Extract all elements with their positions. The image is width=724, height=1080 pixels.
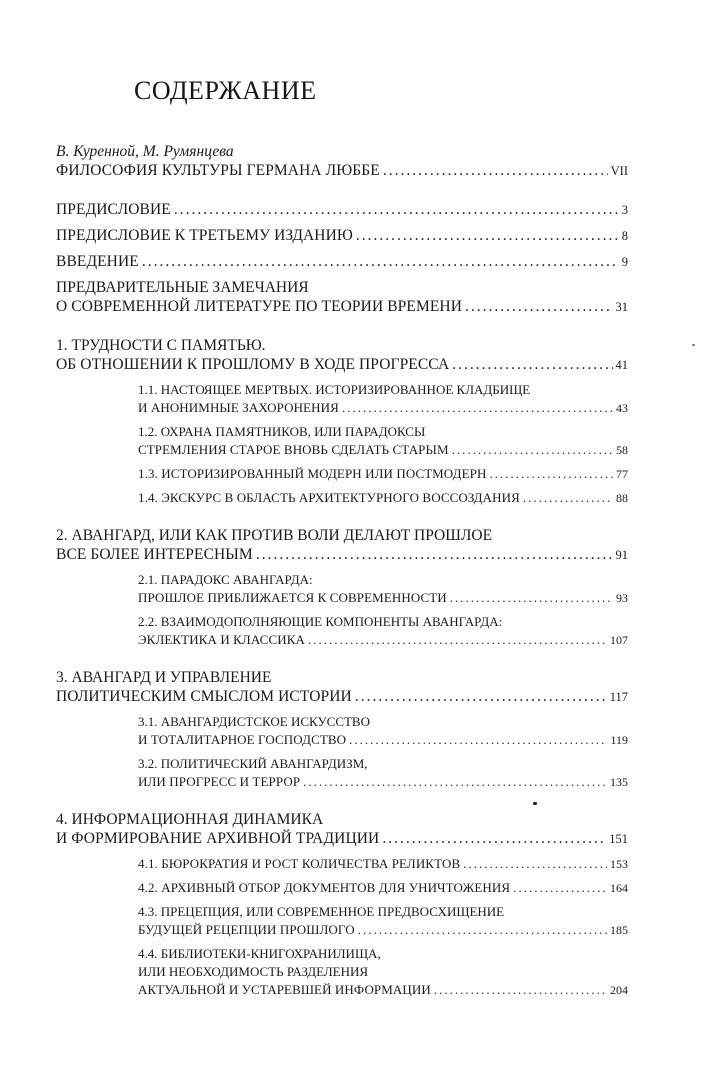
subsection-page: 135 — [610, 775, 628, 789]
chapter-page: 117 — [609, 690, 628, 704]
subsection-page: 77 — [616, 467, 628, 481]
toc-entry-page: 8 — [621, 229, 628, 243]
toc-entry-page: 31 — [615, 300, 628, 314]
subsection-page: 185 — [610, 923, 628, 937]
chapter-title-line2: И ФОРМИРОВАНИЕ АРХИВНОЙ ТРАДИЦИИ — [56, 830, 380, 847]
subsection-page: 43 — [616, 401, 628, 415]
dot-leader — [434, 981, 607, 999]
dot-leader — [383, 161, 608, 180]
toc-entry-title: ВВЕДЕНИЕ — [56, 253, 139, 270]
toc-subsection-1-1[interactable] — [138, 381, 628, 417]
ink-speck — [533, 802, 537, 805]
subsection-page: 58 — [616, 443, 628, 457]
chapter-4-subsections — [138, 849, 628, 999]
chapter-title-line1: 3. АВАНГАРД И УПРАВЛЕНИЕ — [56, 669, 272, 686]
subsection-title-line1: 2.2. ВЗАИМОДОПОЛНЯЮЩИЕ КОМПОНЕНТЫ АВАНГАРДА: — [138, 614, 503, 629]
subsection-title-line2: БУДУЩЕЙ РЕЦЕПЦИИ ПРОШЛОГО — [138, 922, 355, 937]
dot-leader — [489, 465, 613, 483]
subsection-title-line2: И ТОТАЛИТАРНОЕ ГОСПОДСТВО — [138, 732, 347, 747]
toc-entry-introduction[interactable] — [56, 252, 628, 272]
chapter-3-subsections — [138, 707, 628, 791]
dot-leader — [452, 355, 612, 374]
table-of-contents — [56, 142, 628, 999]
subsection-title-line2: ЭКЛЕКТИКА И КЛАССИКА — [138, 632, 305, 647]
intro-authors: В. Куренной, М. Румянцева — [56, 143, 234, 160]
dot-leader — [523, 489, 613, 507]
toc-chapter-2[interactable] — [56, 526, 628, 565]
subsection-page: 164 — [610, 881, 628, 895]
chapter-2-subsections — [138, 565, 628, 649]
chapter-title-line1: 2. АВАНГАРД, ИЛИ КАК ПРОТИВ ВОЛИ ДЕЛАЮТ ПРОШЛОЕ — [56, 527, 493, 544]
toc-subsection-4-4[interactable] — [138, 945, 628, 999]
toc-chapter-3[interactable] — [56, 668, 628, 707]
subsection-title: 4.1. БЮРОКРАТИЯ И РОСТ КОЛИЧЕСТВА РЕЛИКТОВ — [138, 856, 461, 871]
subsection-title-line2: ИЛИ НЕОБХОДИМОСТЬ РАЗДЕЛЕНИЯ — [138, 964, 369, 979]
dot-leader — [450, 589, 613, 607]
toc-subsection-3-2[interactable] — [138, 755, 628, 791]
subsection-title-line1: 4.3. ПРЕЦЕПЦИЯ, ИЛИ СОВРЕМЕННОЕ ПРЕДВОСХИЩЕНИЕ — [138, 904, 505, 919]
dot-leader — [342, 399, 613, 417]
chapter-title-line2: ВСЕ БОЛЕЕ ИНТЕРЕСНЫМ — [56, 546, 253, 563]
subsection-title: 1.3. ИСТОРИЗИРОВАННЫЙ МОДЕРН ИЛИ ПОСТМОДЕРН — [138, 466, 487, 481]
toc-entry-page: 9 — [621, 255, 628, 269]
page-title: СОДЕРЖАНИЕ — [134, 76, 317, 105]
toc-subsection-2-1[interactable] — [138, 571, 628, 607]
subsection-title-line1: 1.2. ОХРАНА ПАМЯТНИКОВ, ИЛИ ПАРАДОКСЫ — [138, 424, 426, 439]
subsection-title-line1: 3.2. ПОЛИТИЧЕСКИЙ АВАНГАРДИЗМ, — [138, 756, 368, 771]
toc-subsection-3-1[interactable] — [138, 713, 628, 749]
chapter-1-subsections — [138, 375, 628, 507]
dot-leader — [358, 921, 607, 939]
toc-subsection-4-1[interactable] — [138, 855, 628, 873]
toc-entry-preface[interactable] — [56, 200, 628, 220]
chapter-title-line2: ОБ ОТНОШЕНИИ К ПРОШЛОМУ В ХОДЕ ПРОГРЕССА — [56, 356, 450, 373]
chapter-title-line1: 1. ТРУДНОСТИ С ПАМЯТЬЮ. — [56, 337, 266, 354]
subsection-page: 119 — [610, 733, 628, 747]
toc-entry-title: ПРЕДИСЛОВИЕ К ТРЕТЬЕМУ ИЗДАНИЮ — [56, 227, 353, 244]
toc-entry-title-line2: О СОВРЕМЕННОЙ ЛИТЕРАТУРЕ ПО ТЕОРИИ ВРЕМЕНИ — [56, 298, 462, 315]
subsection-page: 107 — [610, 633, 628, 647]
ink-speck — [692, 344, 695, 346]
subsection-title-line1: 4.4. БИБЛИОТЕКИ-КНИГОХРАНИЛИЩА, — [138, 946, 381, 961]
dot-leader — [256, 545, 613, 564]
toc-entry-third-edition-preface[interactable] — [56, 226, 628, 246]
toc-subsection-4-2[interactable] — [138, 879, 628, 897]
toc-entry-title: ПРЕДИСЛОВИЕ — [56, 201, 171, 218]
chapter-title-line1: 4. ИНФОРМАЦИОННАЯ ДИНАМИКА — [56, 811, 324, 828]
dot-leader — [303, 773, 607, 791]
dot-leader — [349, 731, 607, 749]
subsection-title-line2: ПРОШЛОЕ ПРИБЛИЖАЕТСЯ К СОВРЕМЕННОСТИ — [138, 590, 447, 605]
subsection-page: 88 — [616, 491, 628, 505]
toc-entry-title: ФИЛОСОФИЯ КУЛЬТУРЫ ГЕРМАНА ЛЮББЕ — [56, 162, 380, 179]
dot-leader — [356, 226, 619, 245]
subsection-title-line1: 3.1. АВАНГАРДИСТСКОЕ ИСКУССТВО — [138, 714, 370, 729]
subsection-title-line2: СТРЕМЛЕНИЯ СТАРОЕ ВНОВЬ СДЕЛАТЬ СТАРЫМ — [138, 442, 449, 457]
toc-entry-page: 3 — [621, 203, 628, 217]
subsection-page: 153 — [610, 857, 628, 871]
dot-leader — [465, 297, 613, 316]
toc-subsection-1-3[interactable] — [138, 465, 628, 483]
toc-subsection-4-3[interactable] — [138, 903, 628, 939]
toc-chapter-4[interactable] — [56, 810, 628, 849]
subsection-title-line3: АКТУАЛЬНОЙ И УСТАРЕВШЕЙ ИНФОРМАЦИИ — [138, 982, 431, 997]
chapter-page: 91 — [615, 548, 628, 562]
chapter-title-line2: ПОЛИТИЧЕСКИМ СМЫСЛОМ ИСТОРИИ — [56, 688, 352, 705]
dot-leader — [142, 252, 619, 271]
toc-entry-title-line1: ПРЕДВАРИТЕЛЬНЫЕ ЗАМЕЧАНИЯ — [56, 279, 309, 296]
subsection-title: 1.4. ЭКСКУРС В ОБЛАСТЬ АРХИТЕКТУРНОГО ВОССОЗДАНИЯ — [138, 490, 520, 505]
subsection-title: 4.2. АРХИВНЫЙ ОТБОР ДОКУМЕНТОВ ДЛЯ УНИЧТОЖЕНИЯ — [138, 880, 511, 895]
toc-subsection-1-2[interactable] — [138, 423, 628, 459]
toc-entry-preliminary-remarks[interactable] — [56, 278, 628, 317]
subsection-page: 204 — [610, 983, 628, 997]
toc-entry-page: VII — [610, 164, 628, 178]
subsection-title-line2: И АНОНИМНЫЕ ЗАХОРОНЕНИЯ — [138, 400, 339, 415]
dot-leader — [463, 855, 607, 873]
dot-leader — [452, 441, 613, 459]
subsection-page: 93 — [616, 591, 628, 605]
toc-chapter-1[interactable] — [56, 336, 628, 375]
toc-entry-intro[interactable] — [56, 161, 628, 181]
dot-leader — [355, 687, 607, 706]
toc-subsection-1-4[interactable] — [138, 489, 628, 507]
toc-subsection-2-2[interactable] — [138, 613, 628, 649]
dot-leader — [382, 829, 606, 848]
dot-leader — [174, 200, 619, 219]
chapter-page: 151 — [609, 832, 628, 846]
subsection-title-line1: 2.1. ПАРАДОКС АВАНГАРДА: — [138, 572, 313, 587]
chapter-page: 41 — [615, 358, 628, 372]
dot-leader — [308, 631, 607, 649]
subsection-title-line1: 1.1. НАСТОЯЩЕЕ МЕРТВЫХ. ИСТОРИЗИРОВАННОЕ КЛАДБИЩЕ — [138, 382, 531, 397]
dot-leader — [513, 879, 607, 897]
subsection-title-line2: ИЛИ ПРОГРЕСС И ТЕРРОР — [138, 774, 301, 789]
